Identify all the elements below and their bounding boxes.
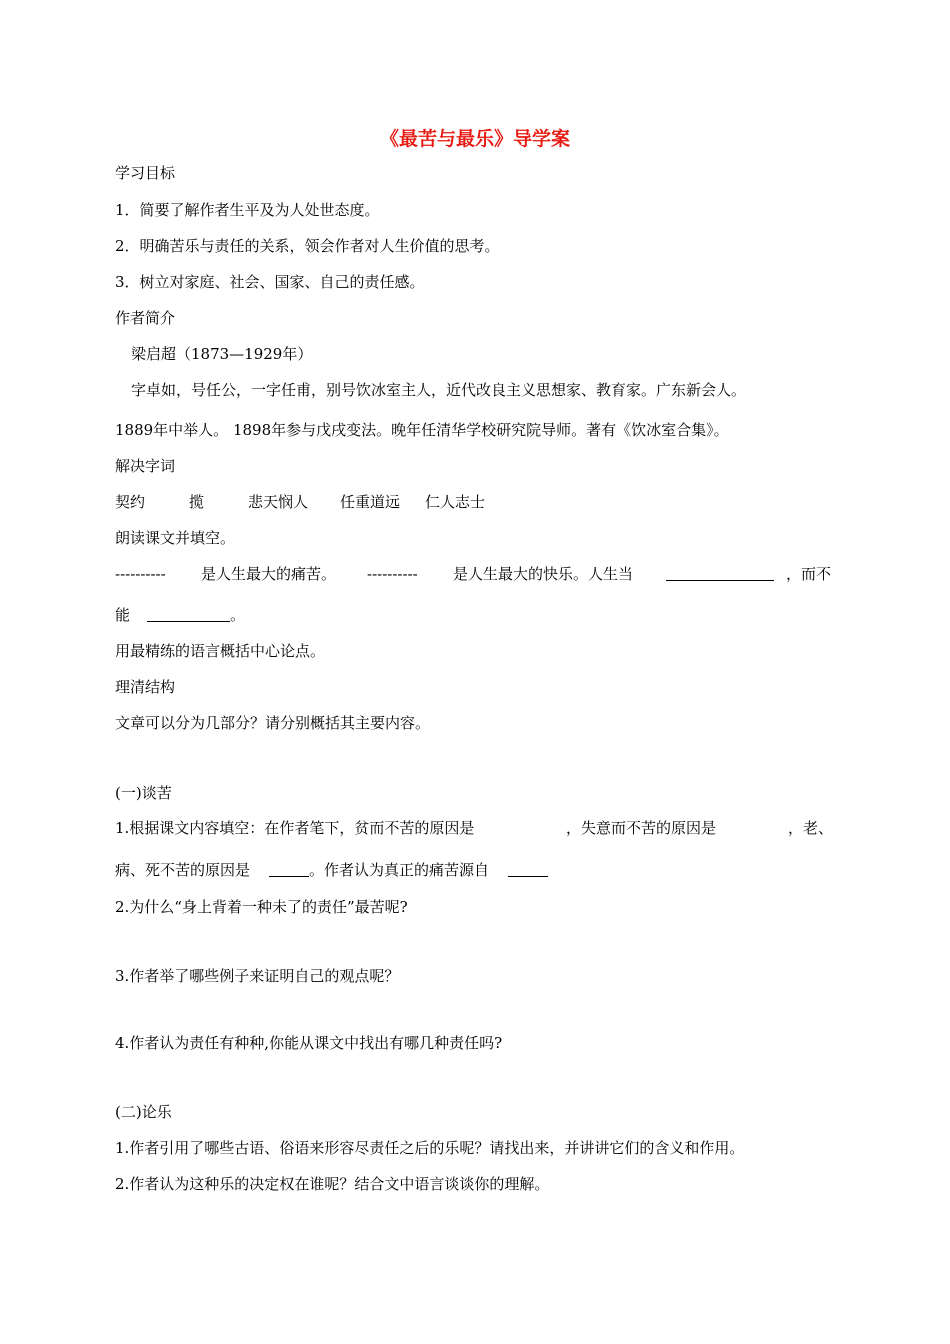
part1-q1-d: 病、死不苦的原因是 bbox=[115, 861, 251, 879]
reading-text-4: 能 bbox=[115, 606, 131, 624]
vocab-word: 揽 bbox=[189, 493, 205, 511]
structure-heading: 理清结构 bbox=[115, 678, 176, 696]
part1-q4: 4.作者认为责任有种种,你能从课文中找出有哪几种责任吗? bbox=[115, 1034, 503, 1052]
part1-q1-e: 。作者认为真正的痛苦源自 bbox=[309, 861, 490, 879]
part1-q1-a: 1.根据课文内容填空：在作者笔下，贫而不苦的原因是 bbox=[115, 819, 475, 837]
reading-dashes-1: ---------- bbox=[115, 565, 166, 583]
reading-text-1: 是人生最大的痛苦。 bbox=[201, 565, 337, 583]
part1-q1-c: ，老、 bbox=[788, 819, 834, 837]
objective-item-2: 2．明确苦乐与责任的关系，领会作者对人生价值的思考。 bbox=[115, 237, 500, 255]
vocab-word: 任重道远 bbox=[340, 493, 401, 511]
reading-dashes-2: ---------- bbox=[367, 565, 418, 583]
vocab-heading: 解决字词 bbox=[115, 457, 176, 475]
vocab-word: 仁人志士 bbox=[425, 493, 486, 511]
reading-text-2: 是人生最大的快乐。人生当 bbox=[453, 565, 634, 583]
part2-q1: 1.作者引用了哪些古语、俗语来形容尽责任之后的乐呢？请找出来，并讲讲它们的含义和作用。 bbox=[115, 1139, 745, 1157]
summary-prompt: 用最精练的语言概括中心论点。 bbox=[115, 642, 326, 660]
reading-heading: 朗读课文并填空。 bbox=[115, 529, 236, 547]
fill-blank[interactable] bbox=[147, 607, 230, 622]
objective-item-1: 1．简要了解作者生平及为人处世态度。 bbox=[115, 201, 380, 219]
part1-q1-b: ，失意而不苦的原因是 bbox=[566, 819, 717, 837]
fill-blank[interactable] bbox=[508, 862, 548, 877]
part1-q3: 3.作者举了哪些例子来证明自己的观点呢？ bbox=[115, 967, 400, 985]
author-heading: 作者简介 bbox=[115, 309, 176, 327]
vocab-word: 契约 bbox=[115, 493, 146, 511]
part2-heading: (二)论乐 bbox=[115, 1103, 172, 1121]
fill-blank[interactable] bbox=[269, 862, 309, 877]
part2-q2: 2.作者认为这种乐的决定权在谁呢？结合文中语言谈谈你的理解。 bbox=[115, 1175, 550, 1193]
part1-heading: (一)谈苦 bbox=[115, 784, 172, 802]
objectives-heading: 学习目标 bbox=[115, 164, 176, 182]
author-bio-line-1: 字卓如，号任公，一字任甫，别号饮冰室主人，近代改良主义思想家、教育家。广东新会人。 bbox=[131, 381, 747, 399]
structure-question: 文章可以分为几部分？请分别概括其主要内容。 bbox=[115, 714, 431, 732]
part1-q2: 2.为什么“身上背着一种未了的责任”最苦呢? bbox=[115, 898, 408, 916]
author-bio-line-2: 1889年中举人。 1898年参与戊戌变法。晚年任清华学校研究院导师。著有《饮冰室合集》。 bbox=[115, 421, 729, 439]
vocab-word: 悲天悯人 bbox=[248, 493, 309, 511]
author-name: 梁启超（1873—1929年） bbox=[131, 345, 313, 363]
reading-text-3: ，而不 bbox=[786, 565, 832, 583]
objective-item-3: 3．树立对家庭、社会、国家、自己的责任感。 bbox=[115, 273, 425, 291]
fill-blank[interactable] bbox=[666, 566, 774, 581]
reading-text-5: 。 bbox=[230, 606, 246, 624]
document-title: 《最苦与最乐》导学案 bbox=[379, 128, 570, 150]
